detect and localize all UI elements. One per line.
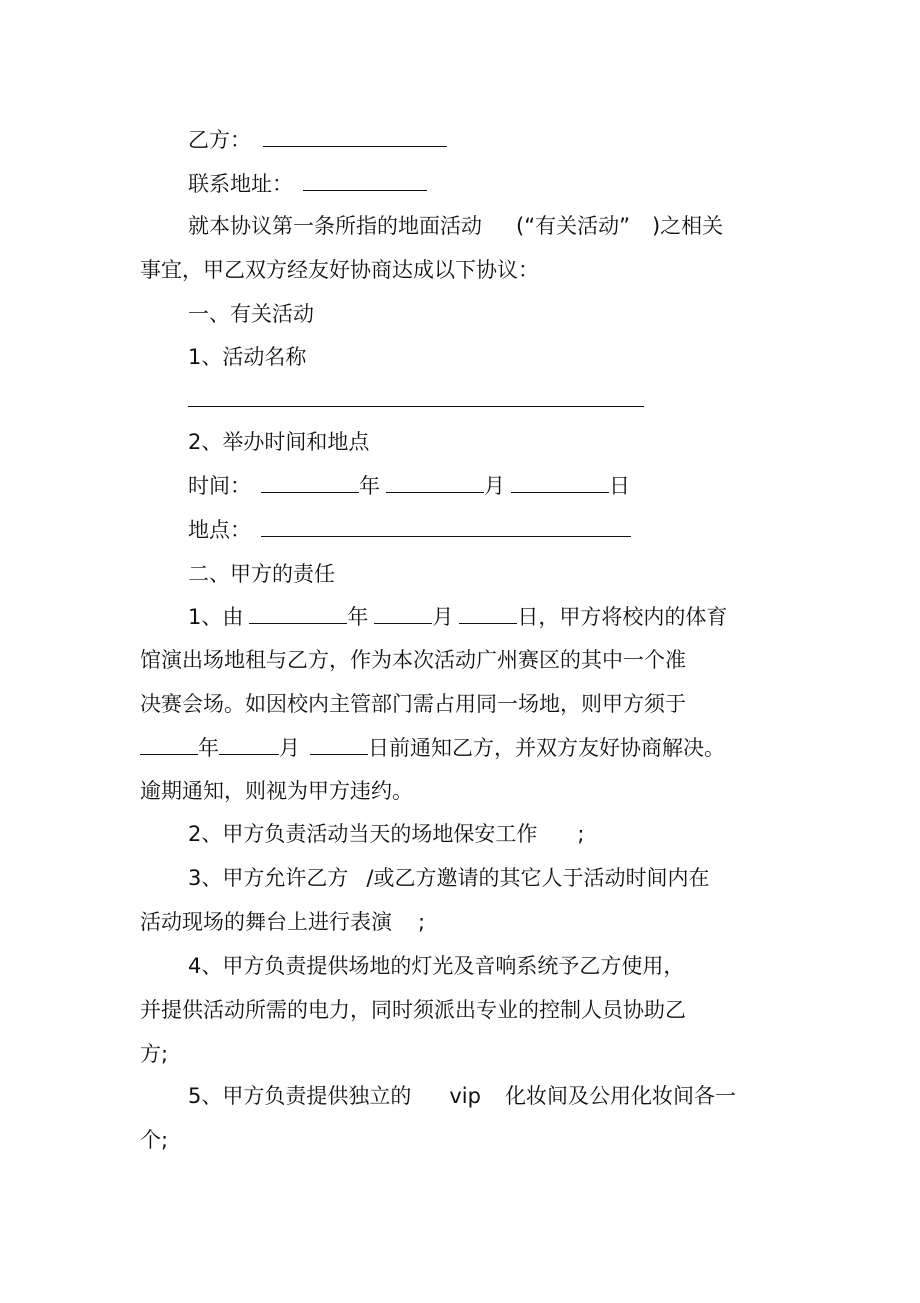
- notice-year-blank[interactable]: [140, 735, 198, 755]
- clause-3-text-b: /或乙方邀请的其它人于活动时间内在: [366, 866, 710, 890]
- address-label: 联系地址：: [188, 172, 293, 196]
- clause-1-line-2: 馆演出场地租与乙方，作为本次活动广州赛区的其中一个准: [140, 648, 686, 672]
- clause-1-year-blank[interactable]: [249, 604, 347, 624]
- clause-2-semicolon: ;: [577, 822, 585, 846]
- activity-name-line: [188, 386, 644, 414]
- time-month-blank[interactable]: [386, 473, 484, 493]
- party-b-label: 乙方：: [188, 128, 251, 152]
- year-unit: 年: [359, 474, 380, 498]
- clause-4-line-1: 4、甲方负责提供场地的灯光及音响系统予乙方使用，: [188, 954, 685, 978]
- clause-4-line-2: 并提供活动所需的电力，同时须派出专业的控制人员协助乙: [140, 998, 686, 1022]
- party-b-blank[interactable]: [263, 127, 447, 147]
- clause-1-line-4: [140, 734, 725, 762]
- clause-1-line-3: 决赛会场。如因校内主管部门需占用同一场地，则甲方须于: [140, 692, 686, 716]
- time-label: 时间：: [188, 474, 251, 498]
- time-year-blank[interactable]: [261, 473, 359, 493]
- address-line: [188, 170, 427, 198]
- notice-month-unit: 月: [279, 736, 300, 760]
- intro-line-2: 事宜，甲乙双方经友好协商达成以下协议：: [140, 258, 539, 282]
- time-line: [188, 472, 630, 500]
- clause-5-text-a: 5、甲方负责提供独立的: [188, 1084, 412, 1108]
- clause-5-text-c: 化妆间及公用化妆间各一: [504, 1084, 736, 1108]
- section-1-title: 一、有关活动: [188, 302, 314, 326]
- clause-5-vip: vip: [449, 1084, 481, 1108]
- clause-3-line-2-text: 活动现场的舞台上进行表演: [140, 910, 392, 934]
- clause-4-line-3: 方;: [140, 1042, 169, 1066]
- intro-text-a: 就本协议第一条所指的地面活动: [188, 214, 482, 238]
- party-b-line: [188, 126, 447, 154]
- clause-1-month-unit: 月: [432, 605, 454, 629]
- clause-1-prefix: 1、由: [188, 605, 244, 629]
- time-day-blank[interactable]: [511, 473, 609, 493]
- notice-day-blank[interactable]: [310, 735, 368, 755]
- clause-3-text-a: 3、甲方允许乙方: [188, 866, 349, 890]
- clause-1-month-blank[interactable]: [374, 604, 432, 624]
- clause-3-semicolon: ;: [418, 910, 426, 934]
- intro-line-1: [188, 212, 723, 240]
- clause-1-line-5: 逾期通知，则视为甲方违约。: [140, 779, 413, 803]
- clause-5-line-2: 个;: [140, 1128, 169, 1152]
- day-unit: 日: [609, 474, 630, 498]
- month-unit: 月: [484, 474, 505, 498]
- item-1-title: 1、活动名称: [188, 345, 307, 369]
- item-2-title: 2、举办时间和地点: [188, 430, 370, 454]
- notice-month-blank[interactable]: [219, 735, 279, 755]
- place-blank[interactable]: [261, 517, 631, 537]
- clause-5-line-1: [188, 1082, 736, 1110]
- section-2-title: 二、甲方的责任: [188, 562, 335, 586]
- place-label: 地点：: [188, 518, 251, 542]
- clause-3-line-1: [188, 864, 709, 892]
- address-blank[interactable]: [303, 171, 427, 191]
- clause-1-tail: 日，甲方将校内的体育: [517, 605, 728, 629]
- intro-text-b: (“有关活动”: [516, 214, 630, 238]
- notice-year-unit: 年: [198, 736, 219, 760]
- intro-text-c: )之相关: [651, 214, 724, 238]
- clause-1-line-1: [188, 603, 727, 631]
- place-line: [188, 516, 631, 544]
- clause-2-line: [188, 820, 584, 848]
- clause-1-day-blank[interactable]: [459, 604, 517, 624]
- activity-name-blank[interactable]: [188, 387, 644, 407]
- clause-2-text: 2、甲方负责活动当天的场地保安工作: [188, 822, 538, 846]
- clause-1-line-4-tail: 日前通知乙方，并双方友好协商解决。: [368, 736, 725, 760]
- clause-1-year-unit: 年: [347, 605, 369, 629]
- clause-3-line-2: [140, 908, 425, 936]
